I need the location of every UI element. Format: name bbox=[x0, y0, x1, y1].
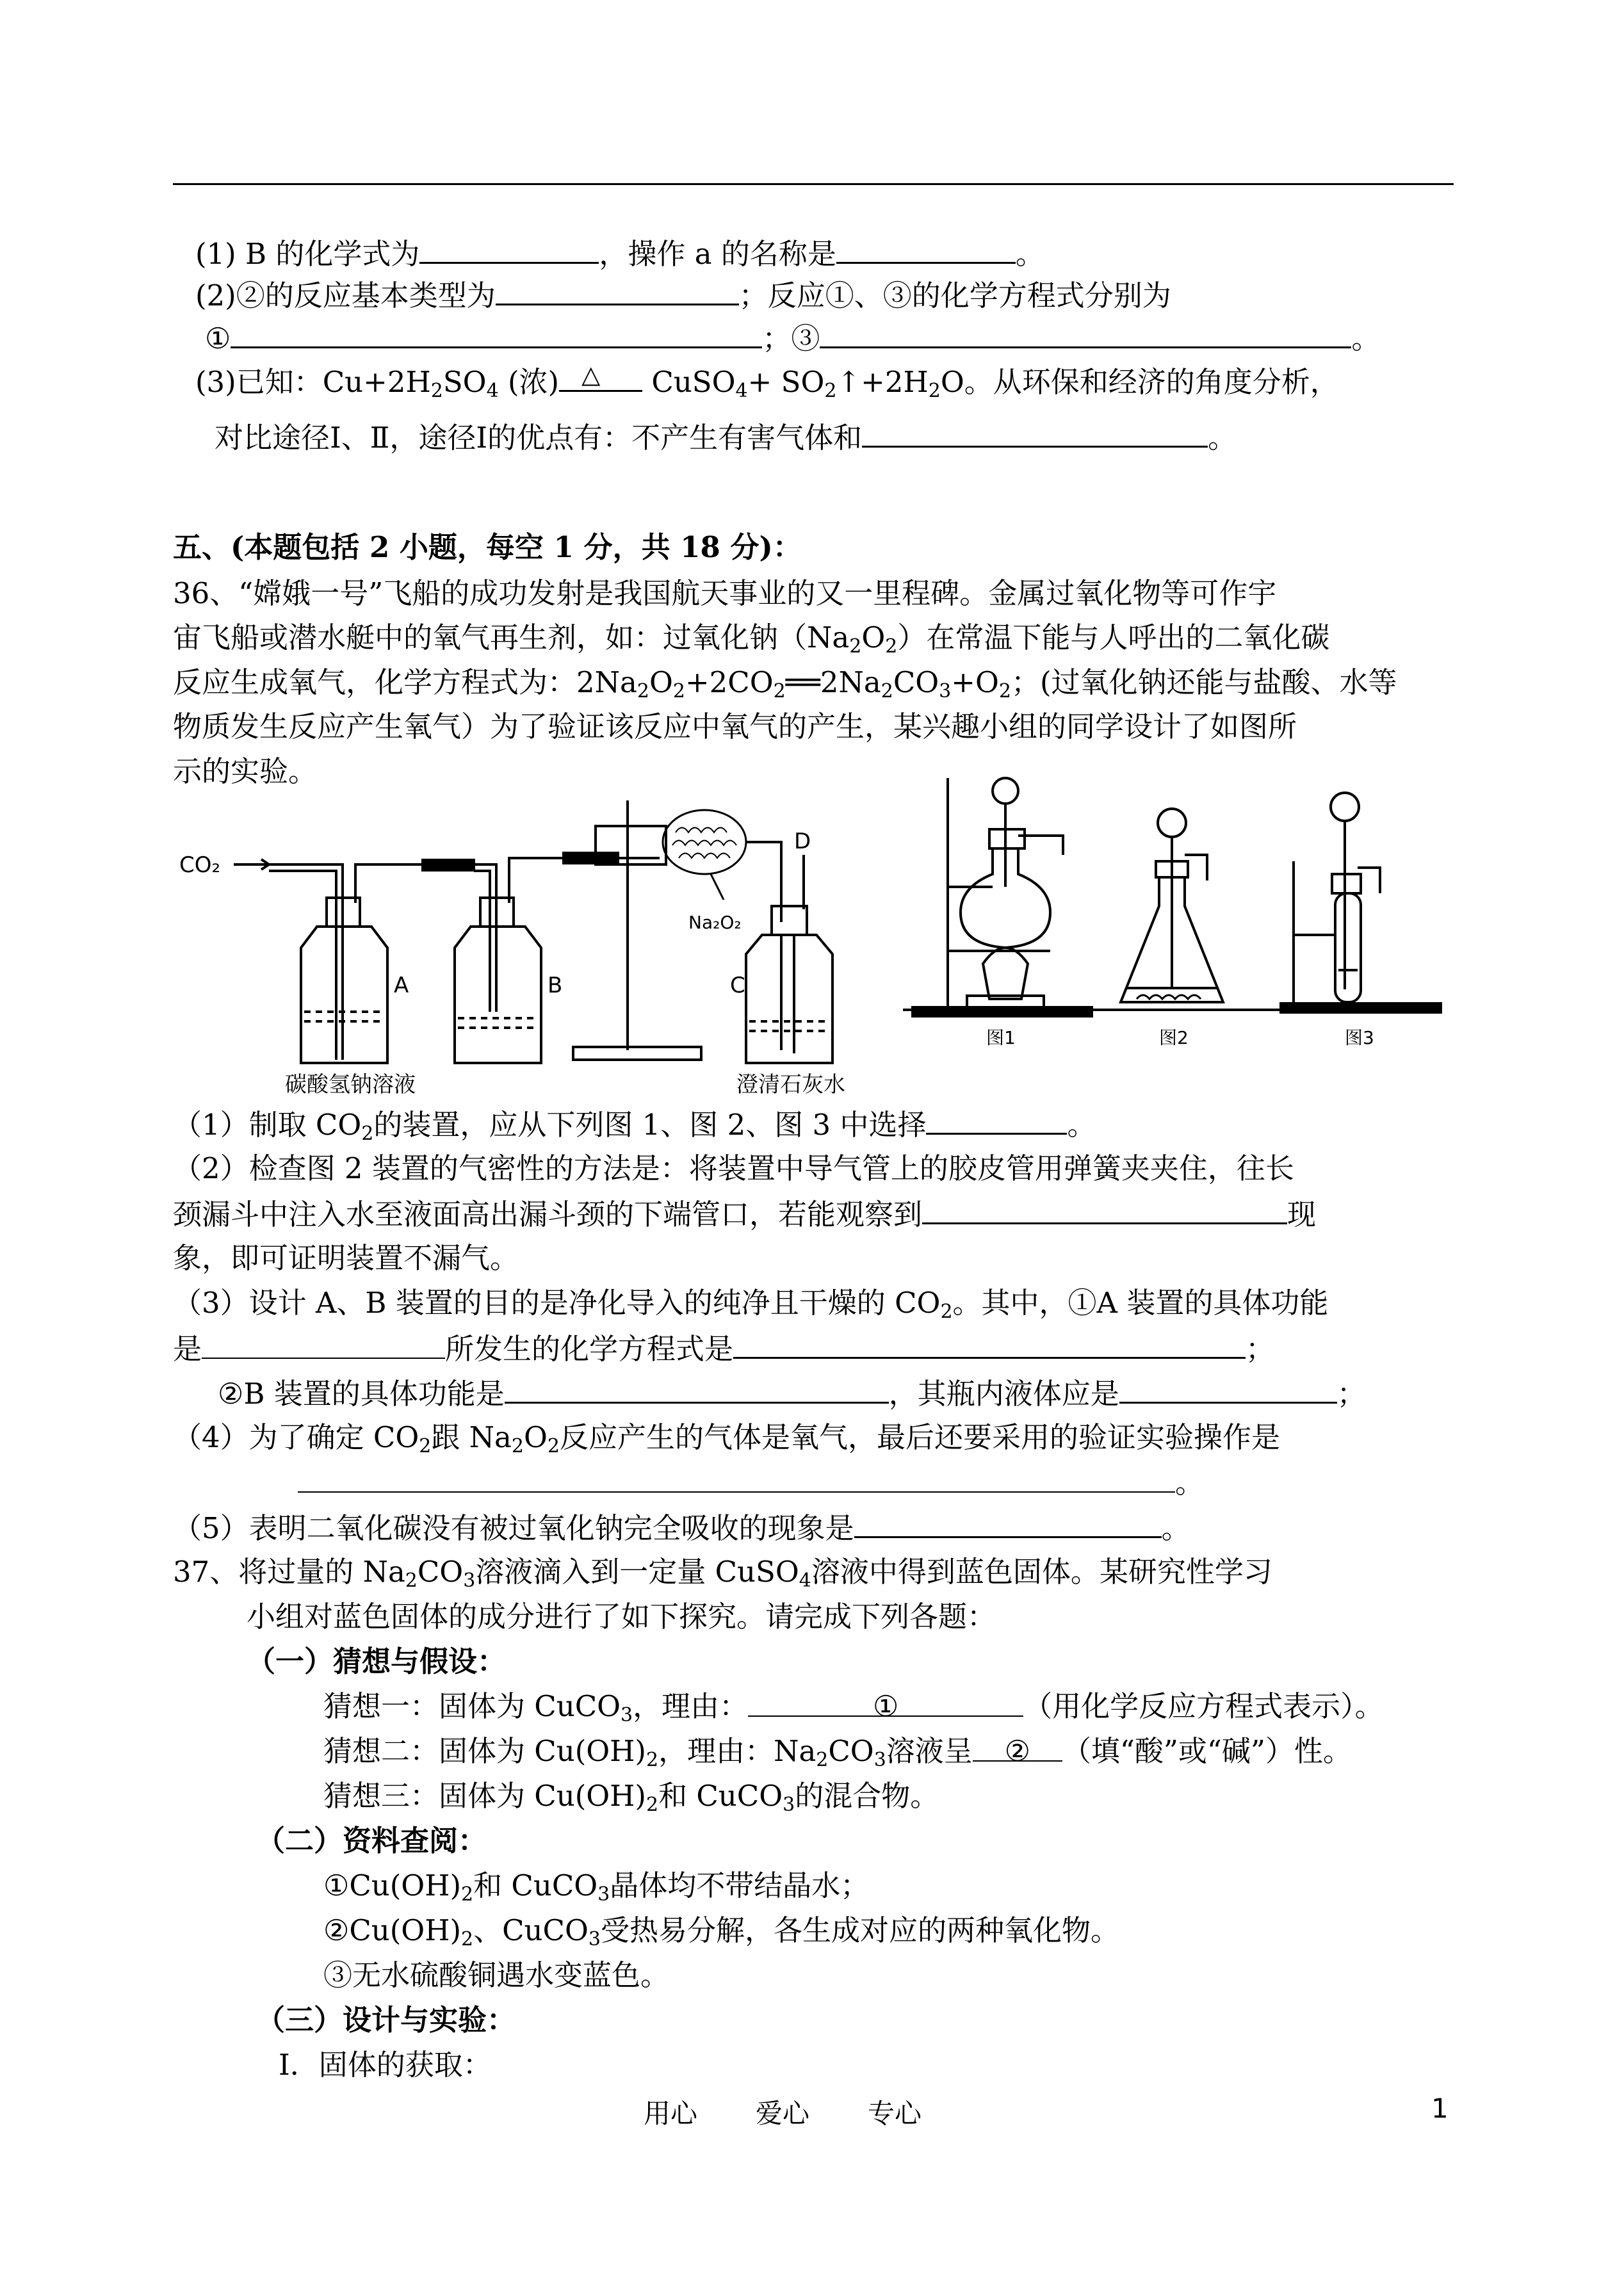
q35-line-4: (3)已知：$Cu+2H_2SO_4$ (浓) △ CuSO$_4$+ $SO_2↑+2H_2O$。从环保和经济的角度分析， bbox=[195, 363, 1339, 401]
answer-blank[interactable] bbox=[298, 1463, 1175, 1493]
tube-d-label: D bbox=[794, 829, 811, 854]
q37-heading-2: （二）资料查阅： bbox=[256, 1824, 487, 1858]
fig3-label: 图3 bbox=[1345, 1027, 1374, 1048]
q36-line-2: 宙飞船或潜水艇中的氧气再生剂，如：过氧化钠$(Na_2O_2)$在常温下能与人呼出的二氧化碳 bbox=[173, 620, 1330, 658]
footer-mid: 爱心 bbox=[756, 2098, 810, 2129]
guess-3: 猜想三：固体为 $Cu(OH)_2$和 CuCO$_3$的混合物。 bbox=[323, 1779, 939, 1816]
q35-line-5: 对比途径Ⅰ、Ⅱ，途径Ⅰ的优点有：不产生有害气体和 。 bbox=[215, 418, 1237, 457]
answer-blank[interactable] bbox=[926, 1105, 1067, 1135]
header-rule bbox=[173, 183, 1454, 185]
q35-line-3: ① ；③ 。 bbox=[205, 318, 1380, 358]
q37-line-2: 小组对蓝色固体的成分进行了如下探究。请完成下列各题： bbox=[247, 1600, 996, 1634]
fig2-label: 图2 bbox=[1159, 1027, 1189, 1048]
section-title: 五、(本题包括 2 小题，每空 1 分，共 18 分)： bbox=[173, 530, 802, 564]
q36-sub-2c: 象，即可证明装置不漏气。 bbox=[173, 1241, 519, 1275]
q36-sub-1: （1）制取 $CO_2$的装置，应从下列图 1、图 2、图 3 中选择 。 bbox=[173, 1105, 1096, 1144]
answer-blank[interactable] bbox=[836, 234, 1016, 264]
q35-line-2: (2)②的反应基本类型为 ；反应①、③的化学方程式分别为 bbox=[195, 275, 1171, 315]
q36-line-5: 示的实验。 bbox=[173, 754, 318, 788]
bottle-a-label: A bbox=[394, 973, 409, 998]
co2-label: CO₂ bbox=[179, 852, 221, 878]
bottle-b-label: B bbox=[548, 973, 563, 998]
heat-symbol: △ bbox=[581, 361, 601, 389]
guess-1: 猜想一：固体为 CuCO$_3$，理由： ① （用化学反应方程式表示）。 bbox=[323, 1687, 1384, 1726]
q36-sub-4b: 。 bbox=[298, 1463, 1204, 1502]
answer-blank[interactable] bbox=[922, 1194, 1287, 1224]
q37-heading-3: （三）设计与实验： bbox=[256, 2003, 516, 2037]
q36-sub-5: （5）表明二氧化碳没有被过氧化钠完全吸收的现象是 。 bbox=[173, 1508, 1190, 1548]
fig1-label: 图1 bbox=[986, 1027, 1016, 1048]
answer-blank[interactable]: ① bbox=[748, 1687, 1023, 1717]
bottle-c-label: C bbox=[730, 973, 745, 998]
q36-line-3: 反应生成氧气，化学方程式为：$2Na_2O_2+2CO_2══2Na_2CO_3+O_2$；(过氧化钠还能与盐酸、水等 bbox=[173, 665, 1397, 702]
footer-left: 用心 bbox=[644, 2098, 698, 2129]
experiment-1: Ⅰ．固体的获取： bbox=[279, 2048, 492, 2082]
q36-sub-4: （4）为了确定 $CO_2$跟 $Na_2O_2$反应产生的气体是氧气，最后还要采用的验证实验操作是 bbox=[173, 1420, 1280, 1457]
answer-blank[interactable] bbox=[1119, 1374, 1337, 1404]
page-number: 1 bbox=[1431, 2093, 1449, 2124]
answer-blank[interactable] bbox=[496, 275, 739, 305]
q36-sub-2b: 颈漏斗中注入水至液面高出漏斗颈的下端管口，若能观察到 现 bbox=[173, 1194, 1316, 1234]
q35-line-1: (1) B 的化学式为 ，操作 a 的名称是 。 bbox=[195, 234, 1044, 273]
q36-line-4: 物质发生反应产生氧气）为了验证该反应中氧气的产生，某兴趣小组的同学设计了如图所 bbox=[173, 710, 1297, 743]
answer-blank[interactable] bbox=[419, 234, 599, 264]
q36-sub-2: （2）检查图 2 装置的气密性的方法是：将装置中导气管上的胶皮管用弹簧夹夹住，往长 bbox=[173, 1151, 1294, 1185]
answer-blank[interactable] bbox=[505, 1374, 889, 1404]
q36-sub-3: （3）设计 A、B 装置的目的是净化导入的纯净且干燥的 $CO_2$。其中，①A 装置的具体功能 bbox=[173, 1286, 1329, 1323]
q37-heading-1: （一）猜想与假设： bbox=[247, 1644, 507, 1678]
info-1: $①Cu(OH)_2$和 CuCO$_3$晶体均不带结晶水； bbox=[323, 1869, 870, 1906]
answer-blank[interactable]: ② bbox=[973, 1732, 1062, 1762]
bottle-a-caption: 碳酸氢钠溶液 bbox=[285, 1072, 416, 1098]
na2o2-label: Na₂O₂ bbox=[688, 912, 742, 933]
footer-right: 专心 bbox=[868, 2098, 922, 2129]
info-3: ③无水硫酸铜遇水变蓝色。 bbox=[323, 1958, 670, 1992]
answer-blank[interactable] bbox=[862, 418, 1208, 448]
answer-blank[interactable] bbox=[733, 1329, 1246, 1359]
guess-2: 猜想二：固体为 $Cu(OH)_2$，理由：$Na_2CO_3$溶液呈 ② （填“酸”或“碱”）性。 bbox=[323, 1732, 1352, 1771]
answer-blank[interactable] bbox=[820, 318, 1351, 348]
answer-blank[interactable] bbox=[202, 1329, 445, 1359]
q37-line-1: 37、将过量的 $Na_2CO_3$溶液滴入到一定量 CuSO$_4$溶液中得到蓝色固体。某研究性学习 bbox=[173, 1555, 1272, 1592]
q36-sub-3c: ②B 装置的具体功能是 ，其瓶内液体应是 ； bbox=[218, 1374, 1366, 1413]
info-2: $②Cu(OH)_2$、CuCO$_3$受热易分解，各生成对应的两种氧化物。 bbox=[323, 1913, 1119, 1950]
q36-line-1: 36、“嫦娥一号”飞船的成功发射是我国航天事业的又一里程碑。金属过氧化物等可作宇 bbox=[173, 576, 1277, 610]
gas-generators-figure bbox=[903, 778, 1441, 1085]
q36-sub-3b: 是 所发生的化学方程式是 ； bbox=[173, 1329, 1274, 1368]
apparatus-figure bbox=[173, 800, 897, 1098]
answer-blank[interactable] bbox=[854, 1508, 1162, 1538]
bottle-c-caption: 澄清石灰水 bbox=[736, 1072, 845, 1098]
answer-blank[interactable] bbox=[231, 318, 762, 348]
